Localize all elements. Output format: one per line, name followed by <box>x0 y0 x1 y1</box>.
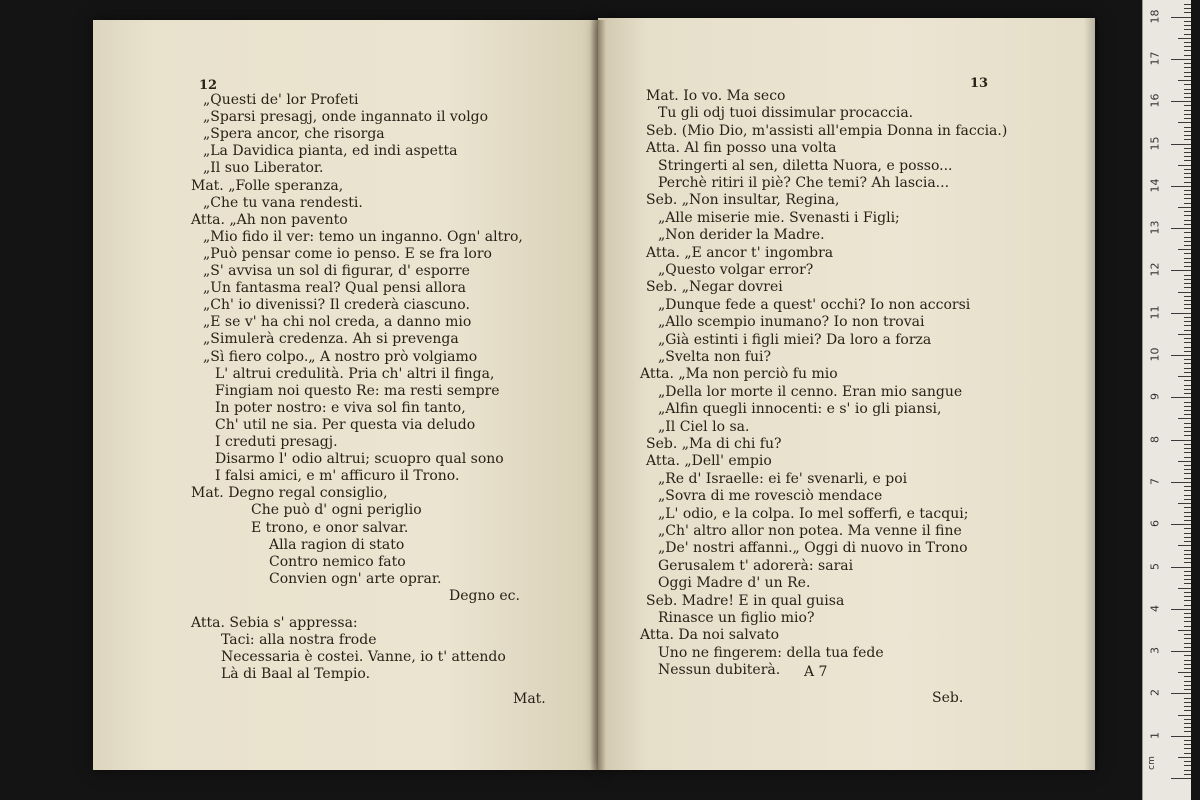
text-line: I falsi amici, e m' afficuro il Trono. <box>215 468 460 485</box>
ruler-tick <box>1184 550 1191 551</box>
ruler-tick <box>1184 710 1191 711</box>
ruler-tick <box>1171 524 1191 525</box>
text-line: Tu gli odj tuoi dissimular procaccia. <box>658 105 914 122</box>
ruler-tick <box>1184 541 1191 542</box>
ruler-tick <box>1184 203 1191 204</box>
text-line: L' altrui credulità. Pria ch' altri il finga, <box>215 365 495 382</box>
ruler-tick <box>1171 270 1191 271</box>
text-line: „Può pensar come io penso. E se fra loro <box>203 245 492 262</box>
ruler-tick <box>1184 638 1191 639</box>
ruler-tick <box>1184 262 1191 263</box>
text-line: „L' odio, e la colpa. Io mel sofferfi, e tacqui; <box>658 505 969 522</box>
text-line: „Alle miserie mie. Svenasti i Figli; <box>658 209 900 226</box>
text-line: In poter nostro: e viva sol fin tanto, <box>215 399 466 416</box>
ruler-tick <box>1184 194 1191 195</box>
right-page <box>598 18 1095 770</box>
ruler-tick <box>1178 292 1191 293</box>
ruler-number: 5 <box>1148 562 1162 570</box>
ruler-tick <box>1184 351 1191 352</box>
ruler-tick <box>1178 672 1191 673</box>
ruler-tick <box>1184 583 1191 584</box>
ruler-tick <box>1184 258 1191 259</box>
ruler-tick <box>1184 571 1191 572</box>
ruler-number: 15 <box>1148 136 1162 150</box>
text-line: Seb. Madre! E in qual guisa <box>646 592 845 609</box>
ruler-tick <box>1184 127 1191 128</box>
ruler-tick <box>1184 660 1191 661</box>
text-line: „S' avvisa un sol di figurar, d' esporre <box>203 263 470 279</box>
ruler-tick <box>1184 634 1191 635</box>
text-line: Atta. Da noi salvato <box>640 627 780 644</box>
ruler-tick <box>1184 215 1191 216</box>
ruler-tick <box>1184 279 1191 280</box>
ruler-number: 11 <box>1148 305 1162 320</box>
ruler-tick <box>1178 715 1191 716</box>
ruler-tick <box>1184 770 1191 771</box>
ruler-tick <box>1184 579 1191 580</box>
ruler-number: 8 <box>1148 435 1162 443</box>
ruler-tick <box>1171 355 1191 356</box>
ruler-tick <box>1184 97 1191 98</box>
text-line: „Mio fido il ver: temo un inganno. Ogn' altro, <box>203 228 523 245</box>
ruler-tick <box>1184 84 1191 85</box>
ruler-tick <box>1184 537 1191 538</box>
ruler-tick <box>1184 554 1191 555</box>
ruler-tick <box>1184 575 1191 576</box>
text-line: Seb. <box>932 689 964 706</box>
ruler-tick <box>1184 72 1191 73</box>
ruler-tick <box>1184 160 1191 161</box>
ruler-number: 6 <box>1148 520 1162 528</box>
text-line: Fingiam noi questo Re: ma resti sempre <box>215 382 500 399</box>
ruler-tick <box>1178 122 1191 123</box>
ruler-tick <box>1184 444 1191 445</box>
ruler-tick <box>1184 681 1191 682</box>
ruler-tick <box>1184 528 1191 529</box>
ruler-tick <box>1184 46 1191 47</box>
ruler-tick <box>1184 139 1191 140</box>
ruler-tick <box>1184 520 1191 521</box>
text-line: „Che tu vana rendesti. <box>203 194 363 211</box>
ruler-tick <box>1184 63 1191 64</box>
text-line: Degno ec. <box>449 587 520 604</box>
text-line: Seb. „Ma di chi fu? <box>646 436 782 452</box>
ruler-tick <box>1184 414 1191 415</box>
ruler-tick <box>1171 736 1191 737</box>
ruler-tick <box>1184 748 1191 749</box>
ruler-tick <box>1178 503 1191 504</box>
text-line: „Simulerà credenza. Ah si prevenga <box>203 331 459 348</box>
ruler-number: 1 <box>1148 731 1162 739</box>
text-line: „Il Ciel lo sa. <box>658 418 750 435</box>
ruler-tick <box>1184 118 1191 119</box>
ruler-tick <box>1184 385 1191 386</box>
ruler-tick <box>1171 144 1191 145</box>
ruler-tick <box>1184 4 1191 5</box>
ruler-number: 3 <box>1148 647 1162 655</box>
text-line: Seb. (Mio Dio, m'assisti all'empia Donna in faccia.) <box>646 122 1008 139</box>
ruler-tick <box>1184 592 1191 593</box>
text-line: Atta. „Dell' empio <box>646 453 772 470</box>
text-line: „Già estinti i figli miei? Da loro a forza <box>658 331 932 348</box>
ruler-tick <box>1178 630 1191 631</box>
text-line: Oggi Madre d' un Re. <box>658 575 811 592</box>
ruler-tick <box>1184 473 1191 474</box>
ruler-tick <box>1184 321 1191 322</box>
ruler-tick <box>1184 486 1191 487</box>
ruler-number: 17 <box>1148 51 1162 66</box>
ruler-tick <box>1184 93 1191 94</box>
ruler-tick <box>1184 347 1191 348</box>
ruler-tick <box>1184 177 1191 178</box>
ruler-tick <box>1184 744 1191 745</box>
ruler-tick <box>1184 29 1191 30</box>
text-line: Là di Baal al Tempio. <box>221 666 371 683</box>
ruler-tick <box>1184 338 1191 339</box>
ruler-number: 13 <box>1148 220 1162 235</box>
text-line: „Re d' Israelle: ei fe' svenarli, e poi <box>658 470 908 487</box>
text-line: Atta. „Ah non pavento <box>191 211 348 228</box>
ruler-number: 16 <box>1148 93 1162 108</box>
ruler-tick <box>1184 21 1191 22</box>
ruler-tick <box>1171 17 1191 18</box>
text-line: Alla ragion di stato <box>269 536 405 553</box>
ruler-tick <box>1184 131 1191 132</box>
ruler-tick <box>1184 507 1191 508</box>
text-line: I creduti presagj. <box>215 434 338 450</box>
ruler-number: 2 <box>1148 689 1162 697</box>
ruler-tick <box>1184 368 1191 369</box>
ruler-tick <box>1184 731 1191 732</box>
ruler-number: 18 <box>1148 9 1162 24</box>
ruler-tick <box>1184 457 1191 458</box>
ruler-tick <box>1178 165 1191 166</box>
ruler-tick <box>1184 237 1191 238</box>
text-line: Mat. Degno regal consiglio, <box>191 485 388 502</box>
ruler-tick <box>1184 275 1191 276</box>
text-line: Mat. „Folle speranza, <box>191 177 344 194</box>
text-line: Ch' util ne sia. Per questa via deludo <box>215 416 476 433</box>
text-line: E trono, e onor salvar. <box>251 519 409 536</box>
ruler-tick <box>1184 664 1191 665</box>
ruler-tick <box>1184 317 1191 318</box>
text-line: „Sì fiero colpo.„ A nostro prò volgiamo <box>203 348 478 365</box>
left-page <box>93 20 598 770</box>
text-line: Mat. Io vo. Ma seco <box>646 88 786 104</box>
ruler-tick <box>1184 423 1191 424</box>
text-line: „Sovra di me rovesciò mendace <box>658 488 883 505</box>
text-line: Perchè ritiri il piè? Che temi? Ah lascia... <box>658 175 950 191</box>
ruler-tick <box>1178 334 1191 335</box>
ruler-tick <box>1184 617 1191 618</box>
ruler-tick <box>1184 723 1191 724</box>
text-line: „Della lor morte il cenno. Eran mio sangue <box>658 383 963 400</box>
text-line: „Un fantasma real? Qual pensi allora <box>203 280 466 297</box>
ruler-tick <box>1171 186 1191 187</box>
ruler-tick <box>1178 757 1191 758</box>
ruler-tick <box>1184 245 1191 246</box>
ruler-number: 10 <box>1148 347 1162 362</box>
ruler-tick <box>1184 613 1191 614</box>
ruler-tick <box>1184 727 1191 728</box>
text-line: Atta. Al fin posso una volta <box>646 140 837 157</box>
ruler-tick <box>1178 418 1191 419</box>
ruler-tick <box>1184 702 1191 703</box>
text-line: „Dunque fede a quest' occhi? Io non accorsi <box>658 296 971 313</box>
ruler-tick <box>1184 220 1191 221</box>
ruler-tick <box>1171 440 1191 441</box>
ruler-number: 7 <box>1148 477 1162 485</box>
ruler-tick <box>1184 55 1191 56</box>
ruler-tick <box>1184 490 1191 491</box>
ruler-tick <box>1184 698 1191 699</box>
text-line: Stringerti al sen, diletta Nuora, e posso... <box>658 157 953 174</box>
ruler-tick <box>1184 431 1191 432</box>
ruler-tick <box>1184 465 1191 466</box>
ruler-tick <box>1184 562 1191 563</box>
ruler-tick <box>1184 719 1191 720</box>
ruler-tick <box>1184 224 1191 225</box>
ruler-tick <box>1184 325 1191 326</box>
ruler-tick <box>1184 596 1191 597</box>
ruler-tick <box>1184 533 1191 534</box>
text-line: Che può d' ogni periglio <box>251 502 422 519</box>
right-page-number: 13 <box>970 76 989 91</box>
ruler-tick <box>1184 105 1191 106</box>
ruler-tick <box>1184 372 1191 373</box>
ruler-number: 4 <box>1148 604 1162 612</box>
ruler-tick <box>1184 156 1191 157</box>
ruler-tick <box>1184 8 1191 9</box>
measurement-ruler <box>1142 0 1191 800</box>
ruler-tick <box>1184 643 1191 644</box>
text-line: „La Davidica pianta, ed indi aspetta <box>203 143 458 160</box>
ruler-number: 9 <box>1148 393 1162 401</box>
text-line: Gerusalem t' adorerà: sarai <box>658 557 854 574</box>
ruler-tick <box>1184 296 1191 297</box>
ruler-tick <box>1184 655 1191 656</box>
text-line: Atta. „Ma non perciò fu mio <box>640 366 838 383</box>
ruler-tick <box>1184 402 1191 403</box>
text-line: Seb. „Non insultar, Regina, <box>646 192 840 209</box>
book-gutter <box>590 20 606 770</box>
ruler-tick <box>1184 626 1191 627</box>
ruler-tick <box>1184 761 1191 762</box>
text-line: „Ch' altro allor non potea. Ma venne il fine <box>658 523 962 539</box>
text-line: „Svelta non fui? <box>658 349 772 365</box>
ruler-tick <box>1184 706 1191 707</box>
ruler-tick <box>1184 359 1191 360</box>
ruler-tick <box>1184 389 1191 390</box>
text-line: Nessun dubiterà. <box>658 662 781 679</box>
ruler-tick <box>1178 376 1191 377</box>
text-line: Seb. „Negar dovrei <box>646 279 783 296</box>
ruler-tick <box>1178 588 1191 589</box>
ruler-tick <box>1184 76 1191 77</box>
ruler-tick <box>1184 148 1191 149</box>
ruler-tick <box>1184 516 1191 517</box>
ruler-tick <box>1184 774 1191 775</box>
ruler-tick <box>1184 42 1191 43</box>
ruler-tick <box>1184 34 1191 35</box>
text-line: „Questi de' lor Profeti <box>203 92 359 108</box>
ruler-tick <box>1184 452 1191 453</box>
ruler-tick <box>1184 558 1191 559</box>
ruler-tick <box>1184 182 1191 183</box>
ruler-tick <box>1171 101 1191 102</box>
text-line: „Non derider la Madre. <box>658 227 825 244</box>
ruler-tick <box>1184 190 1191 191</box>
text-line: „Alfin quegli innocenti: e s' io gli piansi, <box>658 401 942 418</box>
ruler-tick <box>1184 469 1191 470</box>
ruler-tick <box>1178 38 1191 39</box>
ruler-tick <box>1184 308 1191 309</box>
ruler-tick <box>1171 567 1191 568</box>
ruler-tick <box>1178 80 1191 81</box>
ruler-tick <box>1184 448 1191 449</box>
ruler-tick <box>1184 495 1191 496</box>
ruler-tick <box>1184 266 1191 267</box>
ruler-tick <box>1184 12 1191 13</box>
ruler-tick <box>1184 478 1191 479</box>
ruler-tick <box>1178 545 1191 546</box>
ruler-tick <box>1178 249 1191 250</box>
ruler-tick <box>1184 512 1191 513</box>
ruler-tick <box>1184 211 1191 212</box>
ruler-tick <box>1184 198 1191 199</box>
ruler-tick <box>1184 600 1191 601</box>
ruler-tick <box>1184 740 1191 741</box>
ruler-tick <box>1171 313 1191 314</box>
ruler-unit-label: cm <box>1146 756 1157 770</box>
ruler-tick <box>1184 304 1191 305</box>
ruler-tick <box>1184 152 1191 153</box>
ruler-tick <box>1184 689 1191 690</box>
ruler-tick <box>1184 135 1191 136</box>
text-line: Convien ogn' arte oprar. <box>269 570 442 587</box>
ruler-tick <box>1171 651 1191 652</box>
ruler-tick <box>1184 241 1191 242</box>
ruler-tick <box>1184 114 1191 115</box>
ruler-tick <box>1178 461 1191 462</box>
ruler-tick <box>1184 25 1191 26</box>
text-line: Taci: alla nostra frode <box>221 632 377 649</box>
ruler-number: 12 <box>1148 262 1162 277</box>
ruler-tick <box>1171 778 1191 779</box>
ruler-tick <box>1184 393 1191 394</box>
ruler-tick <box>1184 605 1191 606</box>
text-line: Atta. „E ancor t' ingombra <box>646 244 834 261</box>
ruler-tick <box>1184 173 1191 174</box>
ruler-tick <box>1184 647 1191 648</box>
text-line: „De' nostri affanni.„ Oggi di nuovo in Trono <box>658 540 968 557</box>
text-line: „E se v' ha chi nol creda, a danno mio <box>203 314 472 331</box>
ruler-tick <box>1184 765 1191 766</box>
ruler-tick <box>1184 427 1191 428</box>
ruler-tick <box>1184 685 1191 686</box>
ruler-tick <box>1184 253 1191 254</box>
ruler-tick <box>1171 609 1191 610</box>
ruler-tick <box>1184 283 1191 284</box>
ruler-tick <box>1184 499 1191 500</box>
ruler-tick <box>1184 110 1191 111</box>
text-line: Mat. <box>513 691 546 708</box>
ruler-tick <box>1178 207 1191 208</box>
ruler-tick <box>1184 67 1191 68</box>
ruler-tick <box>1171 397 1191 398</box>
ruler-tick <box>1184 435 1191 436</box>
ruler-tick <box>1184 410 1191 411</box>
text-line: „Il suo Liberator. <box>203 160 324 177</box>
ruler-tick <box>1184 169 1191 170</box>
text-line: „Spera ancor, che risorga <box>203 126 385 143</box>
ruler-tick <box>1184 621 1191 622</box>
text-line: Uno ne fingerem: della tua fede <box>658 644 884 661</box>
ruler-tick <box>1184 287 1191 288</box>
text-line: „Allo scempio inumano? Io non trovai <box>658 314 925 331</box>
ruler-tick <box>1184 380 1191 381</box>
ruler-tick <box>1184 89 1191 90</box>
left-page-number: 12 <box>199 78 218 93</box>
ruler-tick <box>1184 406 1191 407</box>
text-line: Necessaria è costei. Vanne, io t' attendo <box>221 649 506 666</box>
signature-mark: A 7 <box>804 664 828 680</box>
ruler-tick <box>1184 232 1191 233</box>
ruler-tick <box>1184 668 1191 669</box>
ruler-tick <box>1184 753 1191 754</box>
ruler-tick <box>1171 228 1191 229</box>
ruler-tick <box>1171 693 1191 694</box>
text-line: Rinasce un figlio mio? <box>658 610 815 626</box>
ruler-tick <box>1184 363 1191 364</box>
text-line: Atta. Sebia s' appressa: <box>191 615 358 631</box>
ruler-tick <box>1184 330 1191 331</box>
ruler-number: 14 <box>1148 178 1162 193</box>
ruler-tick <box>1171 482 1191 483</box>
text-line: „Sparsi presagj, onde ingannato il volgo <box>203 109 489 126</box>
text-line: „Ch' io divenissi? Il crederà ciascuno. <box>203 297 470 314</box>
ruler-tick <box>1184 300 1191 301</box>
ruler-tick <box>1184 50 1191 51</box>
text-line: „Questo volgar error? <box>658 262 814 278</box>
ruler-tick <box>1184 342 1191 343</box>
page-edge-shadow <box>1084 18 1098 770</box>
ruler-tick <box>1184 676 1191 677</box>
text-line: Disarmo l' odio altrui; scuopro qual sono <box>215 451 504 468</box>
ruler-tick <box>1171 59 1191 60</box>
text-line: Contro nemico fato <box>269 553 406 570</box>
